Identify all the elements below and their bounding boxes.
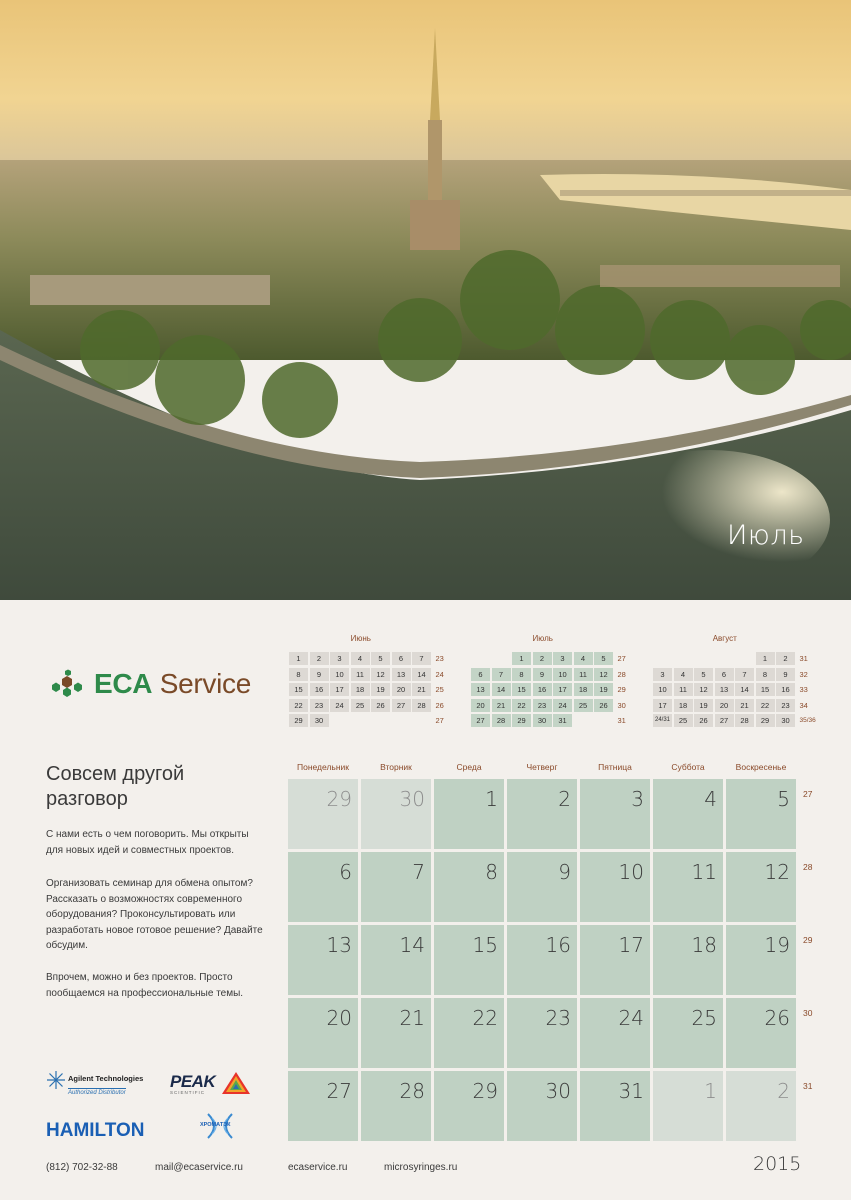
mini-day: 3 [330,652,349,665]
mini-day: 30 [310,714,329,727]
mini-day: 10 [653,683,672,696]
calendar-day-cell: 17 [580,925,650,995]
mini-day: 4 [351,652,370,665]
calendar-day-cell: 14 [361,925,431,995]
calendar-day-cell: 12 [726,852,796,922]
mini-day: 20 [471,699,490,712]
mini-calendar-title: Июнь [350,634,371,643]
calendar-day-cell: 26 [726,998,796,1068]
calendar-day-cell: 19 [726,925,796,995]
mini-day: 29 [289,714,308,727]
mini-day: 17 [553,683,572,696]
calendar-day-cell: 29 [288,779,358,849]
mini-week-number: 34 [799,700,808,710]
calendar-day-cell: 21 [361,998,431,1068]
logo-text [94,668,251,700]
mini-day [735,652,754,665]
hexagon-logo-icon [46,669,88,699]
mini-day: 9 [310,668,329,681]
mini-day: 11 [574,668,593,681]
agilent-name: Agilent Technologies [68,1074,144,1083]
mini-day [330,714,349,727]
chromatek-logo [200,1112,244,1145]
mini-day: 11 [674,683,693,696]
calendar-week-number: 31 [803,1081,813,1091]
calendar-day-cell: 1 [434,779,504,849]
mini-day: 26 [694,714,713,727]
mini-day: 14 [735,683,754,696]
mini-day: 31 [553,714,572,727]
chromatek-name: ХРОМАТЭК [200,1122,231,1128]
logo-eca: ECA [94,668,153,699]
day-name-header: Вторник [380,762,412,772]
day-name-header: Воскресенье [735,762,787,772]
mini-day: 15 [289,683,308,696]
mini-day: 8 [756,668,775,681]
mini-day: 15 [756,683,775,696]
mini-day: 23 [533,699,552,712]
mini-day: 2 [776,652,795,665]
mini-day: 22 [512,699,531,712]
day-name-header: Среда [456,762,482,772]
peak-logo [170,1072,215,1095]
agilent-spark-icon [46,1070,66,1090]
hamilton-logo [46,1120,145,1142]
mini-day: 5 [594,652,613,665]
mini-day: 4 [574,652,593,665]
mini-day: 14 [492,683,511,696]
mini-day: 10 [553,668,572,681]
headline: Совсем другой разговор [46,763,185,810]
calendar-day-cell: 15 [434,925,504,995]
mini-day: 20 [715,699,734,712]
mini-day: 28 [735,714,754,727]
calendar-week-number: 29 [803,935,813,945]
mini-day: 29 [512,714,531,727]
mini-week-number: 24 [435,669,444,679]
agilent-sub: Authorized Distributor [68,1090,126,1096]
mini-day: 4 [674,668,693,681]
mini-day: 30 [776,714,795,727]
mini-week-number: 33 [799,685,808,694]
mini-day: 18 [574,683,593,696]
mini-day: 22 [756,699,775,712]
calendar-day-cell: 7 [361,852,431,922]
mini-week-number: 27 [435,716,444,725]
mini-day [471,652,490,665]
mini-week-number: 31 [799,654,808,663]
mini-day: 23 [776,699,795,712]
mini-day: 18 [351,683,370,696]
mini-day: 9 [776,668,795,681]
mini-day: 6 [715,668,734,681]
mini-day [674,652,693,665]
mini-day: 27 [715,714,734,727]
mini-day [715,652,734,665]
calendar-day-cell: 3 [580,779,650,849]
mini-day: 5 [371,652,390,665]
mini-day: 5 [694,668,713,681]
mini-day: 24 [330,699,349,712]
mini-day: 26 [371,699,390,712]
footer-email[interactable]: mail@ecaservice.ru [155,1162,243,1173]
mini-day [574,714,593,727]
mini-day: 6 [392,652,411,665]
mini-day: 28 [412,699,431,712]
peak-triangle-icon [222,1072,250,1094]
mini-day: 19 [371,683,390,696]
mini-day: 2 [310,652,329,665]
mini-day: 16 [533,683,552,696]
mini-day: 7 [735,668,754,681]
mini-day: 19 [594,683,613,696]
calendar-day-cell: 8 [434,852,504,922]
mini-day: 1 [756,652,775,665]
mini-day: 8 [512,668,531,681]
calendar-day-cell: 2 [726,1071,796,1141]
month-title: Июль [727,520,805,551]
calendar-day-cell: 28 [361,1071,431,1141]
mini-day: 12 [371,668,390,681]
mini-day [351,714,370,727]
mini-day: 27 [392,699,411,712]
mini-day: 18 [674,699,693,712]
mini-week-number: 30 [617,700,626,710]
mini-calendar-title: Июль [532,634,553,643]
mini-day: 8 [289,668,308,681]
mini-week-number: 35/36 [799,717,816,724]
mini-day: 9 [533,668,552,681]
calendar-week-number: 30 [803,1008,813,1018]
mini-week-number: 26 [435,700,444,710]
mini-day: 13 [471,683,490,696]
mini-day: 6 [471,668,490,681]
mini-day: 27 [471,714,490,727]
calendar-day-cell: 20 [288,998,358,1068]
calendar-day-cell: 23 [507,998,577,1068]
footer-phone: (812) 702-32-88 [46,1162,118,1173]
footer-site[interactable]: ecaservice.ru [288,1162,348,1173]
calendar-day-cell: 29 [434,1071,504,1141]
mini-day: 15 [512,683,531,696]
mini-day: 14 [412,668,431,681]
calendar-day-cell: 30 [361,779,431,849]
calendar-day-cell: 10 [580,852,650,922]
mini-day: 26 [594,699,613,712]
mini-day: 16 [310,683,329,696]
mini-week-number: 23 [435,654,444,663]
calendar-day-cell: 4 [653,779,723,849]
calendar-day-cell: 13 [288,925,358,995]
calendar-day-cell: 2 [507,779,577,849]
year: 2015 [753,1153,802,1175]
mini-day [371,714,390,727]
mini-day: 17 [330,683,349,696]
calendar-day-cell: 6 [288,852,358,922]
calendar-day-cell: 24 [580,998,650,1068]
mini-week-number: 29 [617,685,626,694]
mini-day: 28 [492,714,511,727]
mini-week-number: 27 [617,654,626,663]
eca-service-logo [46,668,251,700]
mini-day: 2 [533,652,552,665]
mini-week-number: 31 [617,716,626,725]
mini-day: 7 [412,652,431,665]
calendar-day-cell: 11 [653,852,723,922]
calendar-day-cell: 9 [507,852,577,922]
mini-day: 21 [735,699,754,712]
mini-week-number: 28 [617,669,626,679]
footer-site2[interactable]: microsyringes.ru [384,1162,458,1173]
mini-day: 20 [392,683,411,696]
mini-day: 10 [330,668,349,681]
day-name-header: Понедельник [296,762,350,772]
mini-day [694,652,713,665]
mini-day: 21 [492,699,511,712]
calendar-week-number: 28 [803,862,813,872]
calendar-day-cell: 25 [653,998,723,1068]
mini-day: 7 [492,668,511,681]
paragraph-2: Организовать семинар для обмена опытом? Рассказать о возможностях современного оборудования? Проконсультировать или разработать новое готовое решение? Давайте обсудим. [46,878,263,951]
mini-day: 25 [351,699,370,712]
calendar-day-cell: 30 [507,1071,577,1141]
mini-day: 3 [553,652,572,665]
mini-day: 19 [694,699,713,712]
mini-day [412,714,431,727]
mini-day: 1 [289,652,308,665]
mini-week-number: 32 [799,669,808,679]
mini-day: 25 [674,714,693,727]
mini-day: 23 [310,699,329,712]
mini-day: 1 [512,652,531,665]
mini-day [653,652,672,665]
mini-day: 11 [351,668,370,681]
mini-day: 21 [412,683,431,696]
mini-week-number: 25 [435,685,444,694]
mini-day [392,714,411,727]
paragraph-3: Впрочем, можно и без проектов. Просто пообщаемся на профессиональные темы. [46,972,244,999]
mini-day: 13 [392,668,411,681]
mini-day: 16 [776,683,795,696]
calendar-day-cell: 18 [653,925,723,995]
paragraph-1: С нами есть о чем поговорить. Мы открыты для новых идей и совместных проектов. [46,829,249,856]
calendar-day-cell: 22 [434,998,504,1068]
mini-day: 24/31 [653,714,672,727]
day-name-header: Суббота [671,762,705,772]
mini-day: 12 [594,668,613,681]
mini-day [492,652,511,665]
calendar-day-cell: 27 [288,1071,358,1141]
mini-calendar-title: Август [712,634,737,643]
calendar-week-number: 27 [803,789,813,799]
mini-day [594,714,613,727]
calendar-day-cell: 16 [507,925,577,995]
mini-day: 30 [533,714,552,727]
peak-name: PEAK [170,1072,216,1091]
day-name-header: Пятница [598,762,632,772]
mini-day: 24 [553,699,572,712]
calendar-day-cell: 1 [653,1071,723,1141]
logo-service: Service [159,668,251,699]
mini-day: 13 [715,683,734,696]
calendar-day-cell: 5 [726,779,796,849]
day-name-header: Четверг [526,762,558,772]
calendar-day-cell: 31 [580,1071,650,1141]
mini-day: 25 [574,699,593,712]
peak-sub: SCIENTIFIC [170,1090,206,1095]
mini-day: 3 [653,668,672,681]
mini-day: 12 [694,683,713,696]
mini-day: 22 [289,699,308,712]
mini-day: 17 [653,699,672,712]
hamilton-name: HAMILTON [46,1120,145,1141]
mini-day: 29 [756,714,775,727]
